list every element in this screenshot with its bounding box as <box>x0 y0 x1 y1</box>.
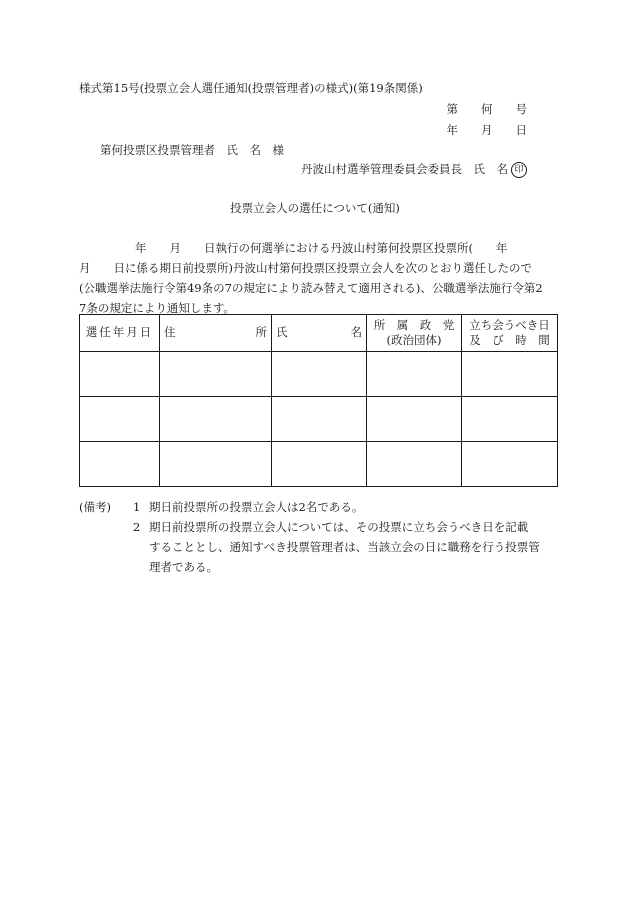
remark-number: 2 <box>133 520 141 534</box>
table-cell[interactable] <box>160 397 272 442</box>
document-number: 第 何 号 <box>446 102 527 116</box>
table-row <box>80 352 558 397</box>
table-cell[interactable] <box>80 397 160 442</box>
table-row <box>80 397 558 442</box>
col-name: 氏 名 <box>272 315 367 352</box>
table-cell[interactable] <box>462 442 558 487</box>
table-cell[interactable] <box>272 352 367 397</box>
col-appointment-date: 選任年月日 <box>80 315 160 352</box>
remarks <box>79 497 559 577</box>
sender <box>301 162 527 178</box>
remark-text: 期日前投票所の投票立会人については、その投票に立ち会うべき日を記載 <box>149 520 529 534</box>
table-cell[interactable] <box>160 442 272 487</box>
table-row <box>80 442 558 487</box>
col-address: 住 所 <box>160 315 272 352</box>
sender-name: 丹波山村選挙管理委員会委員長 氏 名 <box>301 162 508 177</box>
form-heading: 様式第15号(投票立会人選任通知(投票管理者)の様式)(第19条関係) <box>79 81 423 95</box>
document-date: 年 月 日 <box>446 123 527 137</box>
remark-number: 1 <box>133 500 141 514</box>
table-cell[interactable] <box>80 352 160 397</box>
table-cell[interactable] <box>367 442 462 487</box>
table-cell[interactable] <box>80 442 160 487</box>
remark-text: することとし、通知すべき投票管理者は、当該立会の日に職務を行う投票管 <box>149 540 540 554</box>
body-line: 年 月 日執行の何選挙における丹波山村第何投票区投票所( 年 <box>135 241 508 255</box>
col-party: 所 属 政 党 (政治団体) <box>367 315 462 352</box>
remark-text: 理者である。 <box>149 560 218 574</box>
body-line: (公職選挙法施行令第49条の7の規定により読み替えて適用される)、公職選挙法施行令第2 <box>79 281 543 295</box>
remarks-label: (備考) <box>79 500 111 514</box>
body-line: 7条の規定により通知します。 <box>79 301 235 315</box>
table-cell[interactable] <box>272 397 367 442</box>
table-cell[interactable] <box>160 352 272 397</box>
document-title: 投票立会人の選任について(通知) <box>230 201 400 215</box>
table-cell[interactable] <box>462 397 558 442</box>
seal-mark: 印 <box>511 162 527 178</box>
table-cell[interactable] <box>462 352 558 397</box>
remark-item-2 <box>79 517 559 537</box>
table-cell[interactable] <box>272 442 367 487</box>
body-line: 月 日に係る期日前投票所)丹波山村第何投票区投票立会人を次のとおり選任したので <box>79 261 532 275</box>
addressee: 第何投票区投票管理者 氏 名 様 <box>100 143 284 157</box>
remark-item-1 <box>79 497 559 517</box>
body-text <box>79 238 551 318</box>
col-attendance: 立ち会うべき日 及 び 時 間 <box>462 315 558 352</box>
table-cell[interactable] <box>367 397 462 442</box>
remark-text: 期日前投票所の投票立会人は2名である。 <box>149 500 364 514</box>
appointee-table <box>79 314 558 487</box>
table-header-row <box>80 315 558 352</box>
table-cell[interactable] <box>367 352 462 397</box>
